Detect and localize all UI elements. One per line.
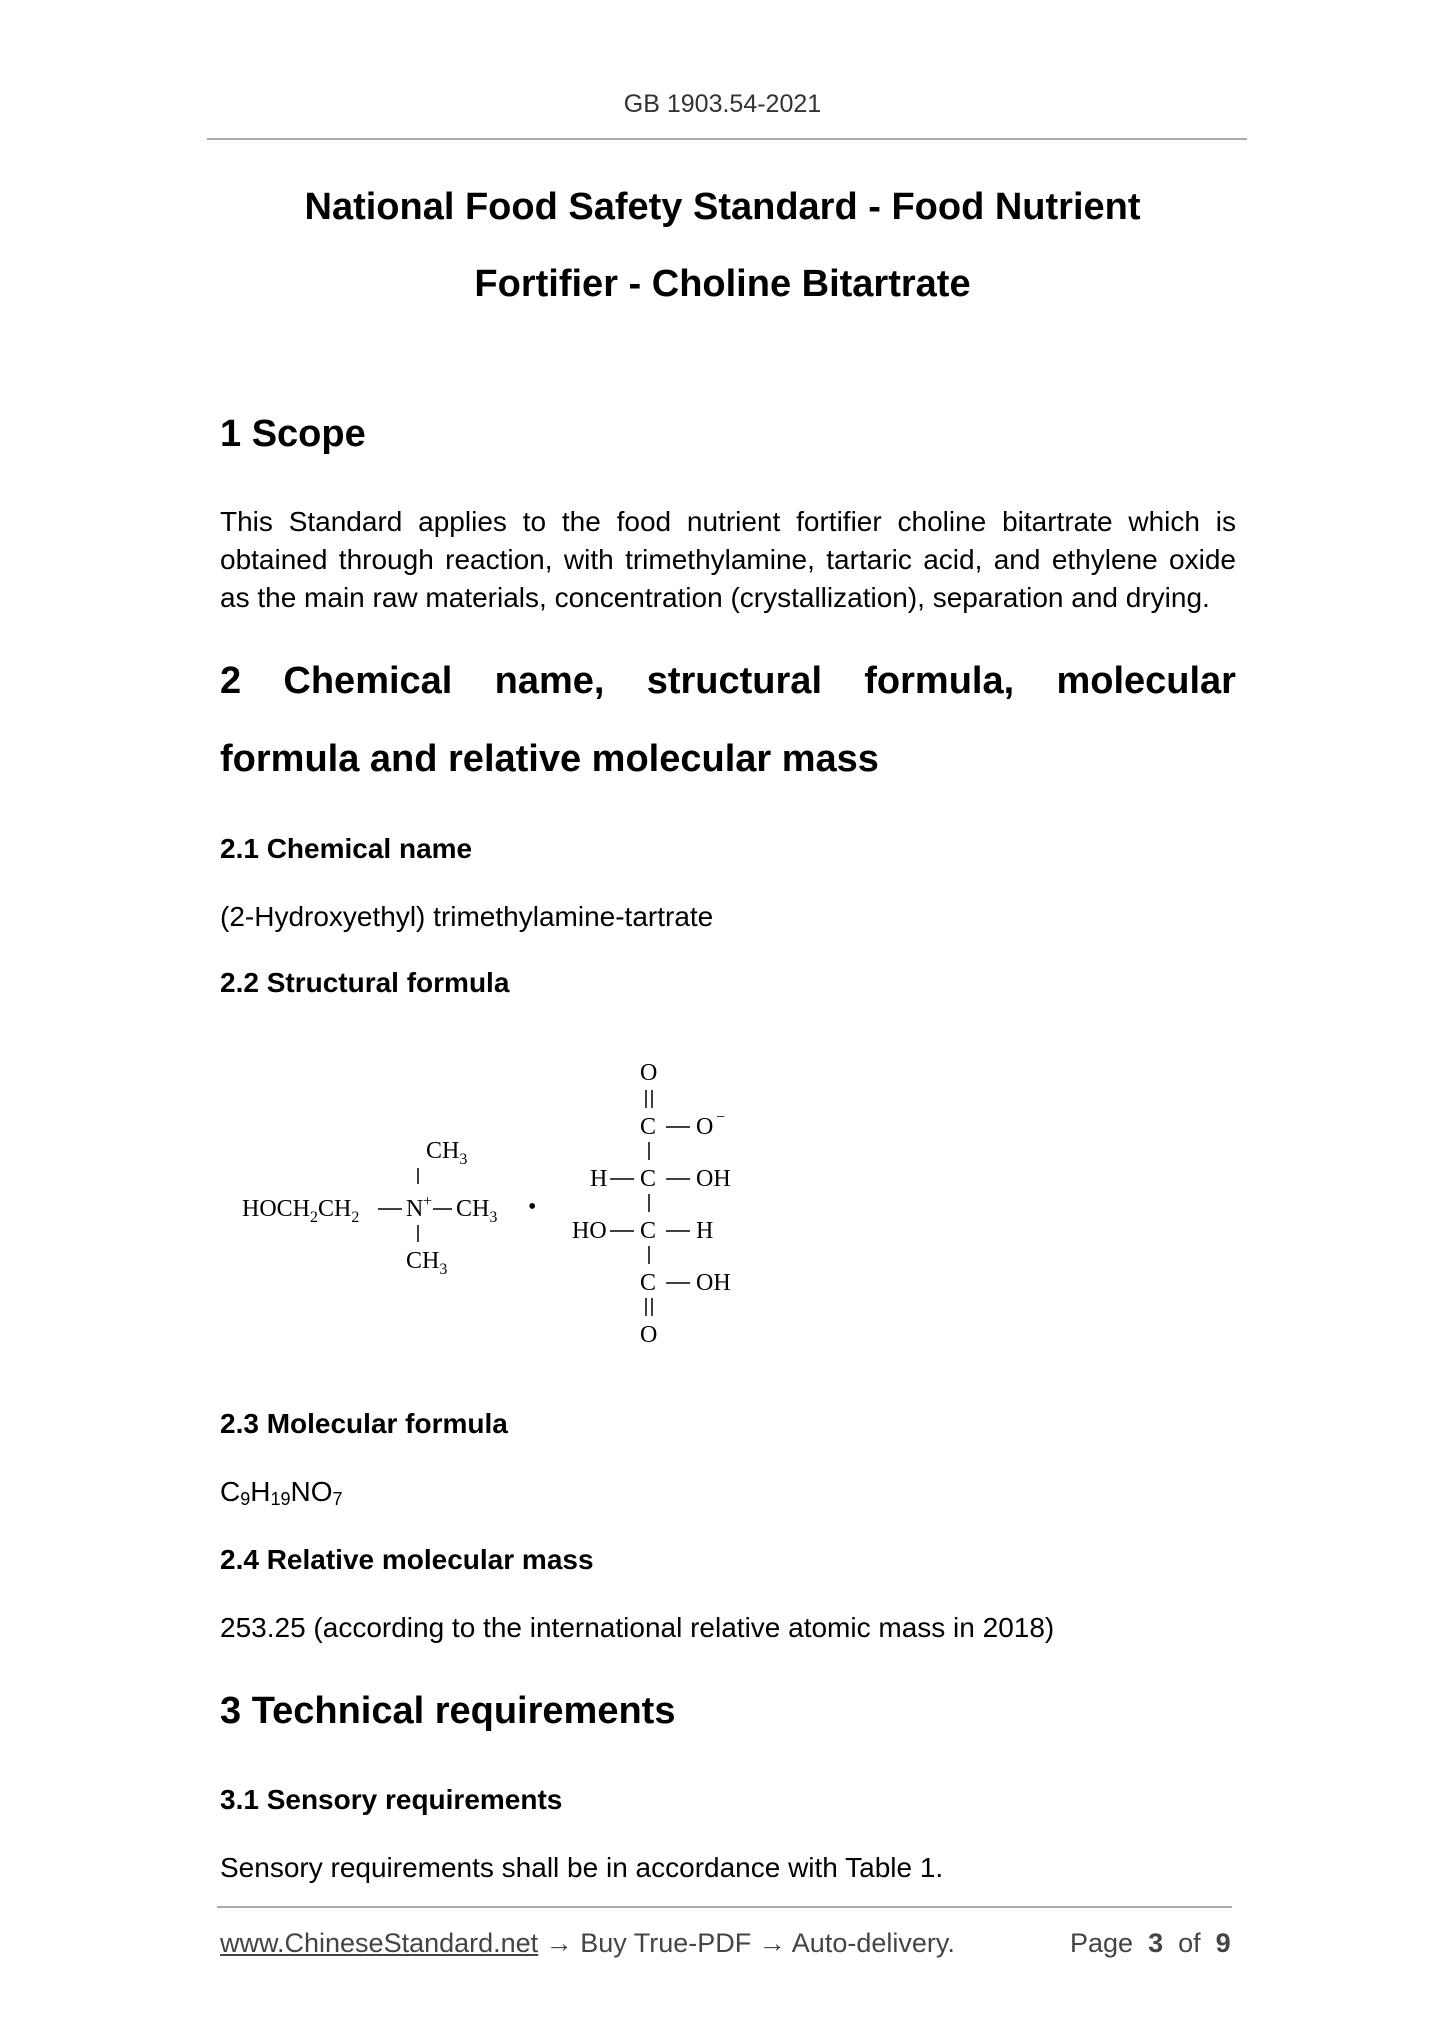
page-indicator: Page 3 of 9: [1070, 1928, 1231, 1958]
svg-text:H: H: [590, 1166, 608, 1192]
delivery-text: Auto-delivery.: [791, 1928, 955, 1958]
page-number: 3: [1148, 1928, 1164, 1958]
structural-formula: [230, 1050, 790, 1360]
footer-left: [220, 1928, 955, 1959]
section-1-heading: 1 Scope: [220, 413, 366, 455]
page-title-line2: Fortifier - Choline Bitartrate: [474, 263, 971, 305]
n-plus-atom: N: [406, 1196, 424, 1222]
heading-word: structural: [646, 660, 823, 702]
section-3-heading: 3 Technical requirements: [220, 1690, 676, 1732]
salt-dot: •: [528, 1194, 537, 1220]
sensory-requirements-text: Sensory requirements shall be in accordance with Table 1.: [220, 1852, 944, 1883]
heading-word: formula,: [864, 660, 1015, 702]
arrow-right-icon: →: [545, 1928, 573, 1958]
heading-word: name,: [494, 660, 605, 702]
heading-word: molecular: [1056, 660, 1236, 702]
svg-text:C: C: [640, 1114, 657, 1140]
heading-word: Chemical: [283, 660, 453, 702]
arrow-right-icon: →: [758, 1928, 786, 1958]
page-total: 9: [1215, 1928, 1231, 1958]
scope-line-1: This Standard applies to the food nutrient fortifier choline bitartrate which is: [220, 506, 1236, 537]
svg-text:HO: HO: [572, 1218, 607, 1244]
chemical-name: (2-Hydroxyethyl) trimethylamine-tartrate: [220, 901, 714, 932]
svg-text:O: O: [696, 1114, 714, 1140]
section-2-heading-line2: formula and relative molecular mass: [220, 738, 879, 780]
svg-text:CH3: $CH_3$: [426, 1138, 468, 1168]
svg-text:O: O: [640, 1060, 658, 1086]
header-rule: [207, 138, 1247, 140]
svg-text:H: H: [696, 1218, 714, 1244]
section-2-heading-line1: [220, 660, 1236, 703]
heading-word: 2: [220, 660, 242, 702]
svg-text:O: O: [640, 1322, 658, 1348]
ch3-bottom: CH: [406, 1248, 440, 1274]
scope-line-2: obtained through reaction, with trimethylamine, tartaric acid, and ethylene oxide: [220, 544, 1236, 575]
section-2-4-heading: 2.4 Relative molecular mass: [220, 1544, 594, 1575]
svg-text:−: −: [716, 1109, 726, 1126]
section-3-1-heading: 3.1 Sensory requirements: [220, 1784, 563, 1815]
molecular-formula: $C_9H_{19}NO_7$: [220, 1476, 343, 1509]
svg-text:OH: OH: [696, 1270, 731, 1296]
svg-text:OH: OH: [696, 1166, 731, 1192]
svg-text:C: C: [640, 1270, 657, 1296]
choline-cation: [242, 1138, 497, 1278]
relative-molecular-mass: 253.25 (according to the international relative atomic mass in 2018): [220, 1612, 1055, 1643]
document-code: GB 1903.54-2021: [623, 90, 822, 118]
svg-text:C: C: [640, 1166, 657, 1192]
svg-text:+: +: [423, 1193, 433, 1210]
buy-text: Buy True-PDF: [580, 1928, 752, 1958]
ch3-top: CH: [426, 1138, 460, 1164]
footer-rule: [217, 1906, 1232, 1908]
svg-text:C: C: [640, 1218, 657, 1244]
section-2-3-heading: 2.3 Molecular formula: [220, 1408, 508, 1439]
section-2-2-heading: 2.2 Structural formula: [220, 967, 510, 998]
svg-text:CH3: $CH_3$: [456, 1196, 498, 1226]
svg-text:CH3: $CH_3$: [406, 1248, 448, 1278]
scope-line-3: as the main raw materials, concentration (crystallization), separation and drying.: [220, 582, 1210, 613]
tartrate-anion: [572, 1060, 731, 1348]
page-title-line1: National Food Safety Standard - Food Nutrient: [304, 186, 1141, 228]
svg-text:HOCH2CH2: $HOCH_2CH_2$: [242, 1196, 360, 1226]
section-2-1-heading: 2.1 Chemical name: [220, 833, 473, 864]
store-link[interactable]: www.ChineseStandard.net: [220, 1928, 539, 1958]
